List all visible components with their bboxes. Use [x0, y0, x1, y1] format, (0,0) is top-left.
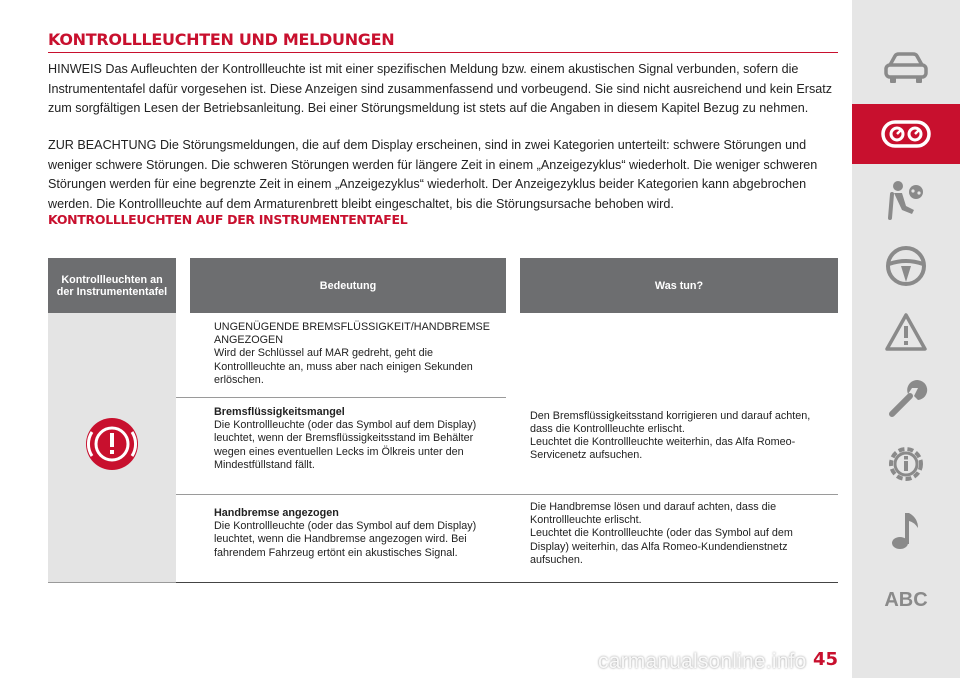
row-title: UNGENÜGENDE BREMSFLÜSSIGKEIT/HANDBREMSE ANGEZOGEN — [214, 321, 490, 347]
sidebar-item-index[interactable] — [852, 570, 960, 630]
table-header-row — [48, 258, 838, 313]
row-meaning: Die Kontrollleuchte (oder das Symbol auf dem Display) leuchtet, wenn der Bremsflüssigkeitsstand im Behälter wegen eines eventuellen Lecks im Ölkreis unter den Mindestfüllstand fällt. — [214, 419, 477, 471]
warning-light-cell — [48, 313, 176, 582]
sidebar-item-safety[interactable] — [852, 170, 960, 230]
action-line: Leuchtet die Kontrollleuchte weiterhin, das Alfa Romeo-Servicenetz aufsuchen. — [530, 435, 796, 462]
dashboard-gauges-icon — [881, 119, 931, 149]
sidebar-item-dashboard[interactable] — [852, 104, 960, 164]
action-cell — [520, 398, 838, 495]
action-line: Leuchtet die Kontrollleuchte (oder das Symbol auf dem Display) weiterhin, das Alfa Romeo-Kundendienstnetz aufsuchen. — [530, 527, 793, 566]
action-line: Die Handbremse lösen und darauf achten, dass die Kontrollleuchte erlischt. — [530, 501, 777, 527]
sidebar-item-maintenance[interactable] — [852, 368, 960, 428]
index-label: ABC — [884, 588, 928, 611]
row-meaning: Die Kontrollleuchte (oder das Symbol auf dem Display) leuchtet, wenn die Handbremse angezogen wird. Bei fahrendem Fahrzeug ertönt ein akustisches Signal. — [214, 520, 477, 559]
row-meaning: Wird der Schlüssel auf MAR gedreht, geht die Kontrollleuchte an, muss aber nach einigen Sekunden erlöschen. — [214, 347, 473, 386]
row-title: Bremsflüssigkeitsmangel — [214, 406, 345, 419]
steering-wheel-icon — [884, 244, 928, 288]
brake-warning-icon — [82, 414, 142, 474]
car-icon — [882, 51, 930, 85]
gear-info-icon — [883, 441, 929, 487]
header-warning-lights: Kontrollleuchten an der Instrumententafel — [48, 258, 176, 313]
meaning-cell — [190, 495, 506, 583]
note-paragraph: HINWEIS Das Aufleuchten der Kontrollleuchte ist mit einer spezifischen Meldung bzw. einem akustischen Signal verbunden, sofern die Instrumententafel dafür vorgesehen ist. Diese Anzeigen sind zusammenfassend und vorbeugend. Sie sind nicht ausreichend und kein Ersatz zum sorgfältigen Lesen der Betriebsanleitung. Bei einer Störungsmeldung ist stets auf die Angaben in diesem Kapitel Bezug zu nehmen. — [48, 62, 833, 115]
music-note-icon — [888, 508, 924, 552]
caution-paragraph: ZUR BEACHTUNG Die Störungsmeldungen, die auf dem Display erscheinen, sind in zwei Kategorien unterteilt: schwere Störungen und weniger schwere Störungen. Die schweren Störungen werden für längere Zeit in einem „Anzeigezyklus“ wiederholt. Die weniger schweren Störungen werden für eine begrenzte Zeit in einem „Anzeigezyklus“ wiederholt. Der Anzeigezyklus beider Kategorien kann abgebrochen werden. Die Kontrollleuchte auf dem Armaturenbrett bleibt eingeschaltet, bis die Störungsursache behoben wird. — [48, 138, 818, 211]
section-subheading: KONTROLLLEUCHTEN AUF DER INSTRUMENTENTAFEL — [48, 212, 408, 227]
wrench-icon — [884, 376, 928, 420]
page-number: 45 — [813, 649, 839, 670]
action-line: Den Bremsflüssigkeitsstand korrigieren und darauf achten, dass die Kontrollleuchte erlischt. — [530, 409, 811, 435]
page-heading: KONTROLLLEUCHTEN UND MELDUNGEN — [48, 30, 838, 53]
watermark: carmanualsonline.info — [598, 650, 807, 673]
warning-triangle-icon — [884, 312, 928, 352]
header-action: Was tun? — [520, 258, 838, 313]
chapter-sidebar — [852, 0, 960, 678]
table-row — [48, 313, 838, 398]
sidebar-item-emergency[interactable] — [852, 302, 960, 362]
row-title: Handbremse angezogen — [214, 507, 339, 520]
sidebar-item-technical-data[interactable] — [852, 434, 960, 494]
action-cell — [520, 313, 838, 398]
sidebar-item-driving[interactable] — [852, 236, 960, 296]
meaning-cell — [190, 313, 506, 398]
meaning-cell — [190, 398, 506, 495]
warning-lights-table — [48, 258, 838, 583]
sidebar-item-vehicle[interactable] — [852, 38, 960, 98]
sidebar-item-multimedia[interactable] — [852, 500, 960, 560]
safety-airbag-icon — [884, 178, 928, 222]
header-meaning: Bedeutung — [190, 258, 506, 313]
action-cell — [520, 495, 838, 583]
